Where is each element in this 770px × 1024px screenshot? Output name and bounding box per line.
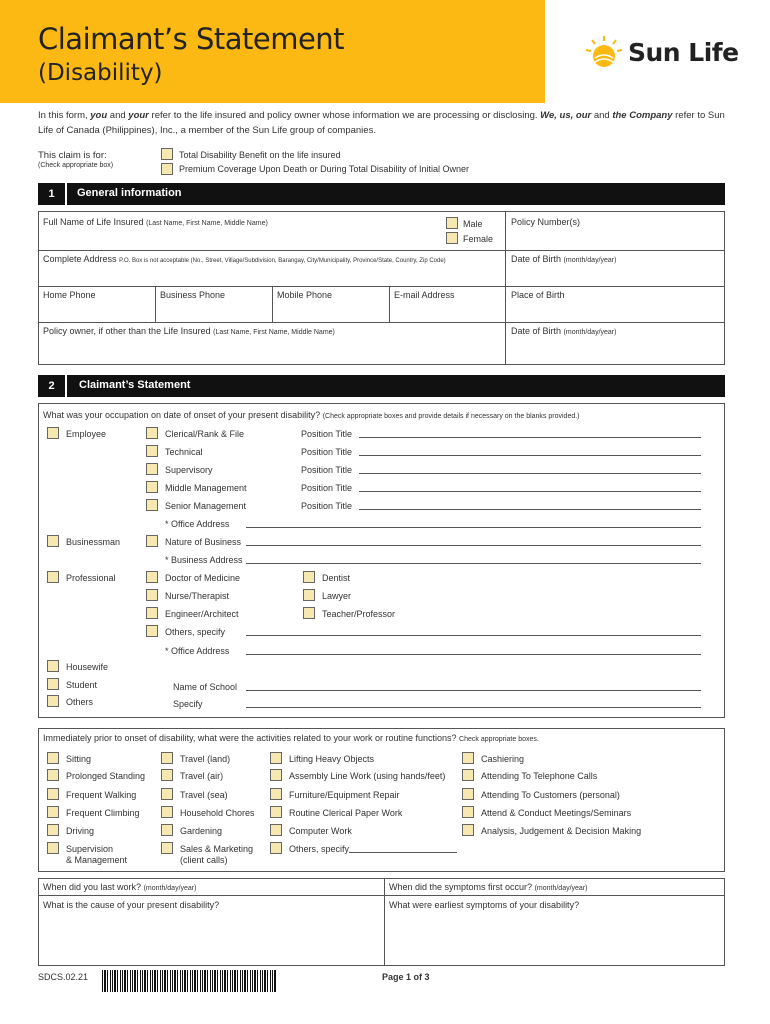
activity-checkbox[interactable] — [462, 806, 474, 818]
cause-field[interactable]: What is the cause of your present disability? — [43, 900, 220, 910]
others-specify-checkbox[interactable] — [146, 625, 158, 637]
activities-box — [38, 728, 725, 872]
activity-checkbox[interactable] — [161, 769, 173, 781]
logo-text: Sun Life — [628, 38, 739, 67]
section-2-number: 2 — [38, 375, 65, 397]
activity-checkbox[interactable] — [270, 752, 282, 764]
position-title-input[interactable] — [359, 509, 701, 510]
activity-checkbox[interactable] — [161, 752, 173, 764]
activity-label: Assembly Line Work (using hands/feet) — [289, 771, 446, 781]
activity-label: Frequent Climbing — [66, 808, 140, 818]
doctor-checkbox[interactable] — [146, 571, 158, 583]
position-title-label: Position Title — [301, 429, 353, 439]
page-subtitle: (Disability) — [38, 60, 163, 86]
claim-option-checkbox[interactable] — [161, 148, 173, 160]
intro-paragraph: In this form, you and your refer to the life insured and policy owner whose information we are processing or disclosing. We, us, our and the Company refer to Sun Life of Canada (Philippines), Inc., a member of the Sun Life group of companies. — [38, 110, 725, 136]
divider — [155, 286, 156, 322]
male-checkbox[interactable] — [446, 217, 458, 229]
activity-label: Gardening — [180, 826, 223, 836]
activities-question: Immediately prior to onset of disability, what were the activities related to your work or routine functions? Check appropriate boxes. — [43, 733, 539, 743]
divider — [38, 895, 725, 896]
activity-checkbox[interactable] — [161, 824, 173, 836]
claim-option-checkbox[interactable] — [161, 163, 173, 175]
position-title-label: Position Title — [301, 447, 353, 457]
page-number: Page 1 of 3 — [382, 972, 430, 982]
activity-label: Attending To Telephone Calls — [481, 771, 598, 781]
activity-label: Cashiering — [481, 754, 525, 764]
divider — [38, 250, 725, 251]
business-address-input[interactable] — [246, 563, 701, 564]
claim-option-label: Premium Coverage Upon Death or During Total Disability of Initial Owner — [179, 164, 469, 174]
activity-checkbox[interactable] — [270, 842, 282, 854]
claim-option-label: Total Disability Benefit on the life insured — [179, 150, 341, 160]
activity-label: Supervision — [66, 844, 114, 854]
others-specify-label: Others, specify — [165, 627, 226, 637]
name-of-school-input[interactable] — [246, 690, 701, 691]
activity-label: Others, specify — [289, 844, 350, 854]
activity-label: Household Chores — [180, 808, 255, 818]
occupation-box — [38, 403, 725, 718]
activity-label: Travel (land) — [180, 754, 231, 764]
activity-checkbox[interactable] — [270, 769, 282, 781]
form-code: SDCS.02.21 — [38, 972, 89, 982]
activity-checkbox[interactable] — [161, 788, 173, 800]
sun-logo-icon — [584, 34, 624, 74]
divider — [389, 286, 390, 322]
businessman-label: Businessman — [66, 537, 121, 547]
female-checkbox[interactable] — [446, 232, 458, 244]
claim-for-label: This claim is for: — [38, 150, 107, 161]
activity-checkbox[interactable] — [47, 752, 59, 764]
owner-dob-field[interactable]: Date of Birth (month/day/year) — [511, 326, 617, 336]
policy-numbers-field[interactable]: Policy Number(s) — [511, 217, 581, 227]
activity-label: Travel (sea) — [180, 790, 228, 800]
activity-checkbox[interactable] — [462, 788, 474, 800]
clerical-checkbox[interactable] — [146, 427, 158, 439]
activity-label: (client calls) — [180, 855, 228, 865]
activity-checkbox[interactable] — [47, 769, 59, 781]
activity-checkbox[interactable] — [462, 824, 474, 836]
section-1-number: 1 — [38, 183, 65, 205]
middle-mgmt-checkbox[interactable] — [146, 481, 158, 493]
teacher-label: Teacher/Professor — [322, 609, 396, 619]
last-work-field[interactable]: When did you last work? (month/day/year) — [43, 882, 197, 892]
senior-mgmt-label: Senior Management — [165, 501, 247, 511]
others-checkbox[interactable] — [47, 695, 59, 707]
position-title-input[interactable] — [359, 455, 701, 456]
activity-label: & Management — [66, 855, 128, 865]
activity-checkbox[interactable] — [270, 824, 282, 836]
specify-label: Specify — [173, 699, 203, 709]
position-title-label: Position Title — [301, 483, 353, 493]
housewife-checkbox[interactable] — [47, 660, 59, 672]
home-phone-field[interactable]: Home Phone — [43, 290, 96, 300]
employee-label: Employee — [66, 429, 107, 439]
activity-label: Travel (air) — [180, 771, 224, 781]
occupation-question: What was your occupation on date of onset of your present disability? (Check appropriate boxes and provide details if necessary on the blanks provided.) — [43, 410, 580, 420]
teacher-checkbox[interactable] — [303, 607, 315, 619]
activity-checkbox[interactable] — [462, 769, 474, 781]
activity-checkbox[interactable] — [47, 806, 59, 818]
name-of-school-label: Name of School — [173, 682, 238, 692]
male-label: Male — [463, 219, 483, 229]
office-address-input[interactable] — [246, 654, 701, 655]
employee-checkbox[interactable] — [47, 427, 59, 439]
claim-for-sublabel: (Check appropriate box) — [38, 162, 114, 169]
others-label: Others — [66, 697, 94, 707]
activity-label: Prolonged Standing — [66, 771, 146, 781]
middle-mgmt-label: Middle Management — [165, 483, 247, 493]
place-of-birth-field[interactable]: Place of Birth — [511, 290, 565, 300]
office-address-label: * Office Address — [165, 519, 230, 529]
business-address-label: * Business Address — [165, 555, 243, 565]
activity-checkbox[interactable] — [462, 752, 474, 764]
dentist-checkbox[interactable] — [303, 571, 315, 583]
others-specify-input[interactable] — [246, 635, 701, 636]
page-title: Claimant’s Statement — [38, 22, 345, 56]
policy-owner-field[interactable]: Policy owner, if other than the Life Insured (Last Name, First Name, Middle Name) — [43, 326, 335, 336]
technical-checkbox[interactable] — [146, 445, 158, 457]
activity-checkbox[interactable] — [270, 806, 282, 818]
position-title-label: Position Title — [301, 501, 353, 511]
business-phone-field[interactable]: Business Phone — [160, 290, 226, 300]
activity-label: Attend & Conduct Meetings/Seminars — [481, 808, 632, 818]
activity-label: Routine Clerical Paper Work — [289, 808, 403, 818]
others-specify-input[interactable] — [349, 852, 457, 853]
barcode — [102, 970, 277, 992]
activity-label: Frequent Walking — [66, 790, 137, 800]
office-address-label: * Office Address — [165, 646, 230, 656]
activity-checkbox[interactable] — [47, 842, 59, 854]
lawyer-checkbox[interactable] — [303, 589, 315, 601]
activity-label: Sitting — [66, 754, 92, 764]
student-checkbox[interactable] — [47, 678, 59, 690]
technical-label: Technical — [165, 447, 203, 457]
professional-label: Professional — [66, 573, 116, 583]
housewife-label: Housewife — [66, 662, 109, 672]
activity-label: Attending To Customers (personal) — [481, 790, 620, 800]
engineer-label: Engineer/Architect — [165, 609, 239, 619]
clerical-label: Clerical/Rank & File — [165, 429, 245, 439]
activity-checkbox[interactable] — [47, 788, 59, 800]
divider — [38, 286, 725, 287]
dentist-label: Dentist — [322, 573, 351, 583]
general-info-box — [38, 211, 725, 365]
address-field[interactable]: Complete Address P.O. Box is not acceptable (No., Street, Village/Subdivision, Barangay, City/Municipality, Province/State, Country, Zip Code) — [43, 254, 446, 264]
position-title-input[interactable] — [359, 437, 701, 438]
nature-business-checkbox[interactable] — [146, 535, 158, 547]
position-title-input[interactable] — [359, 473, 701, 474]
activity-checkbox[interactable] — [47, 824, 59, 836]
businessman-checkbox[interactable] — [47, 535, 59, 547]
engineer-checkbox[interactable] — [146, 607, 158, 619]
supervisory-label: Supervisory — [165, 465, 213, 475]
nature-business-input[interactable] — [246, 545, 701, 546]
activity-label: Computer Work — [289, 826, 352, 836]
professional-checkbox[interactable] — [47, 571, 59, 583]
divider — [384, 878, 385, 966]
earliest-symptoms-field[interactable]: What were earliest symptoms of your disability? — [389, 900, 580, 910]
activity-label: Driving — [66, 826, 95, 836]
divider — [272, 286, 273, 322]
section-2-title: Claimant’s Statement — [67, 375, 725, 397]
full-name-label[interactable]: Full Name of Life Insured (Last Name, First Name, Middle Name) — [43, 217, 268, 227]
student-label: Student — [66, 680, 98, 690]
activity-label: Lifting Heavy Objects — [289, 754, 375, 764]
symptoms-first-field[interactable]: When did the symptoms first occur? (month/day/year) — [389, 882, 588, 892]
position-title-input[interactable] — [359, 491, 701, 492]
divider — [505, 211, 506, 365]
position-title-label: Position Title — [301, 465, 353, 475]
email-field[interactable]: E-mail Address — [394, 290, 455, 300]
office-address-input[interactable] — [246, 527, 701, 528]
activity-checkbox[interactable] — [161, 842, 173, 854]
doctor-label: Doctor of Medicine — [165, 573, 241, 583]
female-label: Female — [463, 234, 494, 244]
activity-label: Sales & Marketing — [180, 844, 254, 854]
activity-checkbox[interactable] — [270, 788, 282, 800]
dob-field[interactable]: Date of Birth (month/day/year) — [511, 254, 617, 264]
activity-label: Furniture/Equipment Repair — [289, 790, 400, 800]
senior-mgmt-checkbox[interactable] — [146, 499, 158, 511]
nurse-label: Nurse/Therapist — [165, 591, 230, 601]
specify-input[interactable] — [246, 707, 701, 708]
section-1-title: General information — [67, 183, 725, 205]
nurse-checkbox[interactable] — [146, 589, 158, 601]
divider — [38, 322, 725, 323]
activity-label: Analysis, Judgement & Decision Making — [481, 826, 642, 836]
lawyer-label: Lawyer — [322, 591, 352, 601]
supervisory-checkbox[interactable] — [146, 463, 158, 475]
mobile-phone-field[interactable]: Mobile Phone — [277, 290, 333, 300]
activity-checkbox[interactable] — [161, 806, 173, 818]
nature-business-label: Nature of Business — [165, 537, 242, 547]
